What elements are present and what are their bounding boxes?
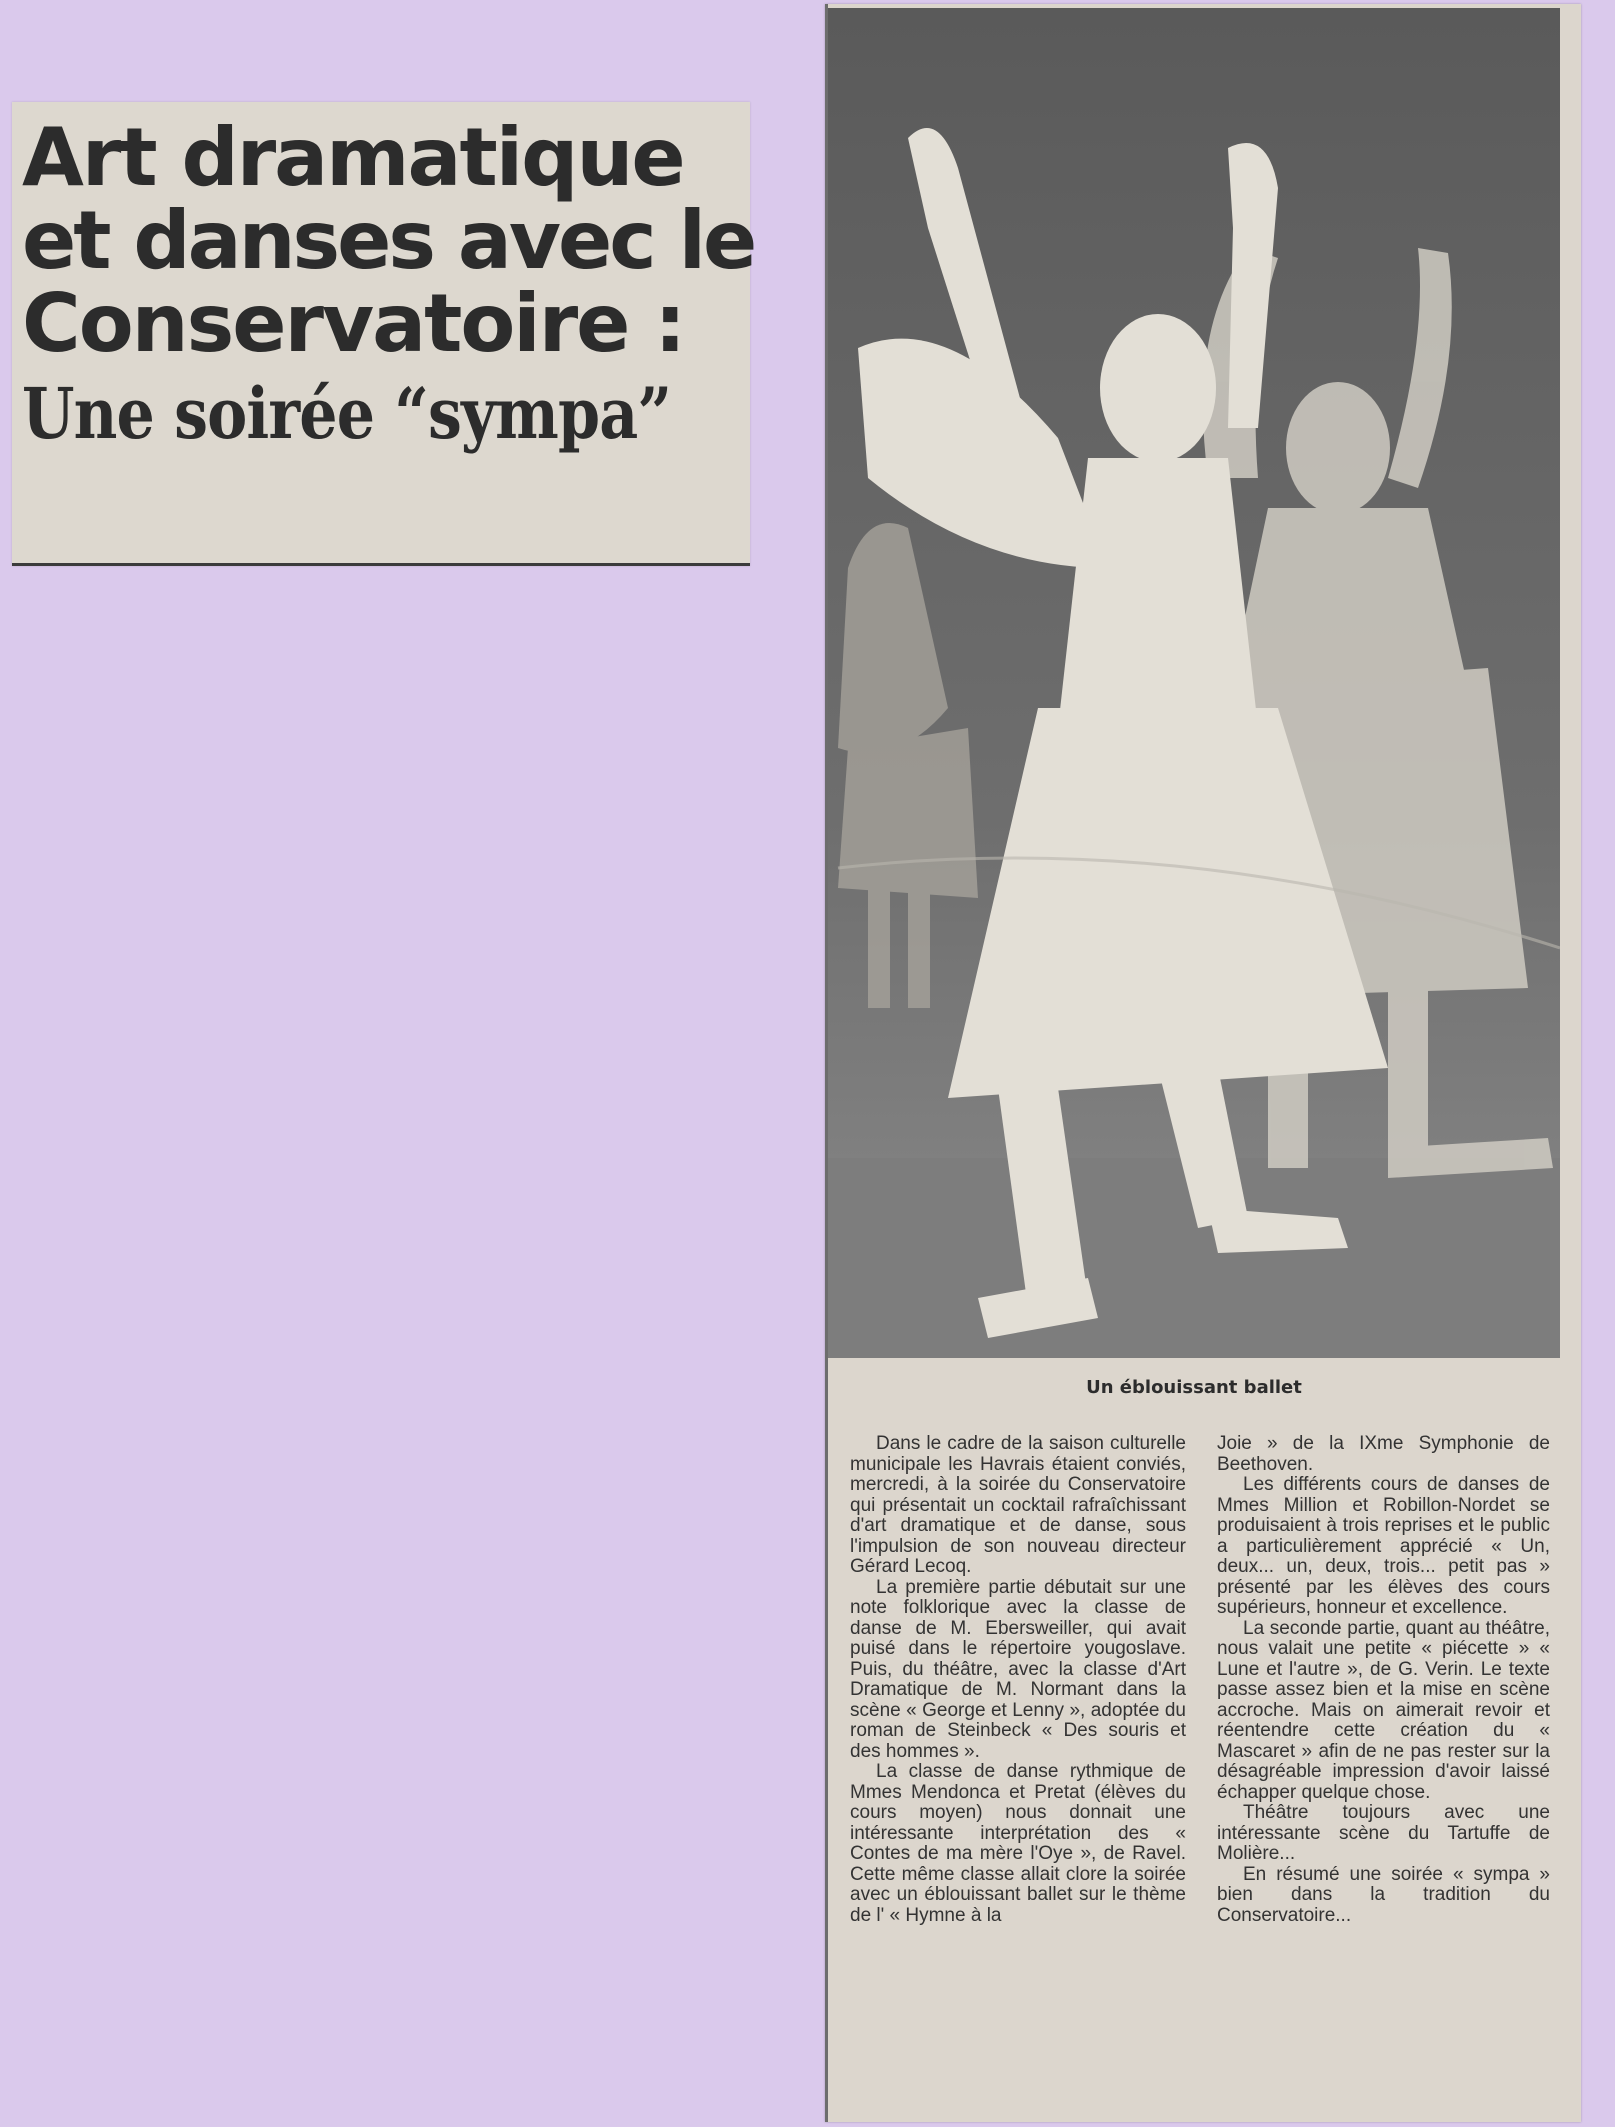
article-clipping (825, 4, 1581, 2122)
article-paragraph: Dans le cadre de la saison culturelle municipale les Havrais étaient conviés, mercredi, à la soirée du Conservatoire qui présentait un cocktail rafraîchissant d'art dramatique et de danse, sous l'impulsion de son nouveau directeur Gérard Lecoq. (850, 1433, 1186, 1577)
article-paragraph: En résumé une soirée « sympa » bien dans la tradition du Conservatoire... (1217, 1863, 1550, 1926)
article-column-right (1217, 1434, 1550, 1926)
ballet-photo (828, 8, 1560, 1358)
ballet-photo-illustration (828, 8, 1560, 1358)
headline-line-1: Art dramatique (22, 111, 684, 204)
article-paragraph: La classe de danse rythmique de Mmes Mendonca et Pretat (élèves du cours moyen) nous donnait une intéressante interprétation des « Contes de ma mère l'Oye », de Ravel. Cette même classe allait clore la soirée avec un éblouissant ballet sur le thème de l' « Hymne à la (850, 1761, 1186, 1926)
article-column-left (850, 1434, 1186, 1926)
article-body (850, 1434, 1550, 2124)
article-paragraph: Les différents cours de danses de Mmes Million et Robillon-Nordet se produisaient à trois reprises et le public a particulièrement apprécié « Un, deux... un, deux, trois... petit pas » présenté par les élèves des cours supérieurs, honneur et excellence. (1217, 1474, 1550, 1618)
photo-caption: Un éblouissant ballet (1086, 1377, 1302, 1398)
article-paragraph: Théâtre toujours avec une intéressante scène du Tartuffe de Molière... (1217, 1802, 1550, 1864)
headline-clipping (12, 102, 755, 566)
article-paragraph: La seconde partie, quant au théâtre, nous valait une petite « piécette » « Lune et l'autre », de G. Verin. Le texte passe assez bien et la mise en scène accroche. Mais on aimerait revoir et réentendre cette création du « Mascaret » afin de ne pas rester sur la désagréable impression d'avoir laissé échapper quelque chose. (1217, 1617, 1550, 1803)
headline-subtitle: Une soirée “sympa” (22, 372, 672, 455)
headline-line-2: et danses avec le (22, 194, 755, 287)
article-paragraph: Joie » de la IXme Symphonie de Beethoven. (1217, 1433, 1550, 1475)
headline-line-3: Conservatoire : (22, 277, 685, 370)
article-paragraph: La première partie débutait sur une note folklorique avec la classe de danse de M. Ebersweiller, qui avait puisé dans le répertoire yougoslave. Puis, du théâtre, avec la classe d'Art Dramatique de M. Normant dans la scène « George et Lenny », adoptée du roman de Steinbeck « Des souris et des hommes ». (850, 1576, 1186, 1762)
